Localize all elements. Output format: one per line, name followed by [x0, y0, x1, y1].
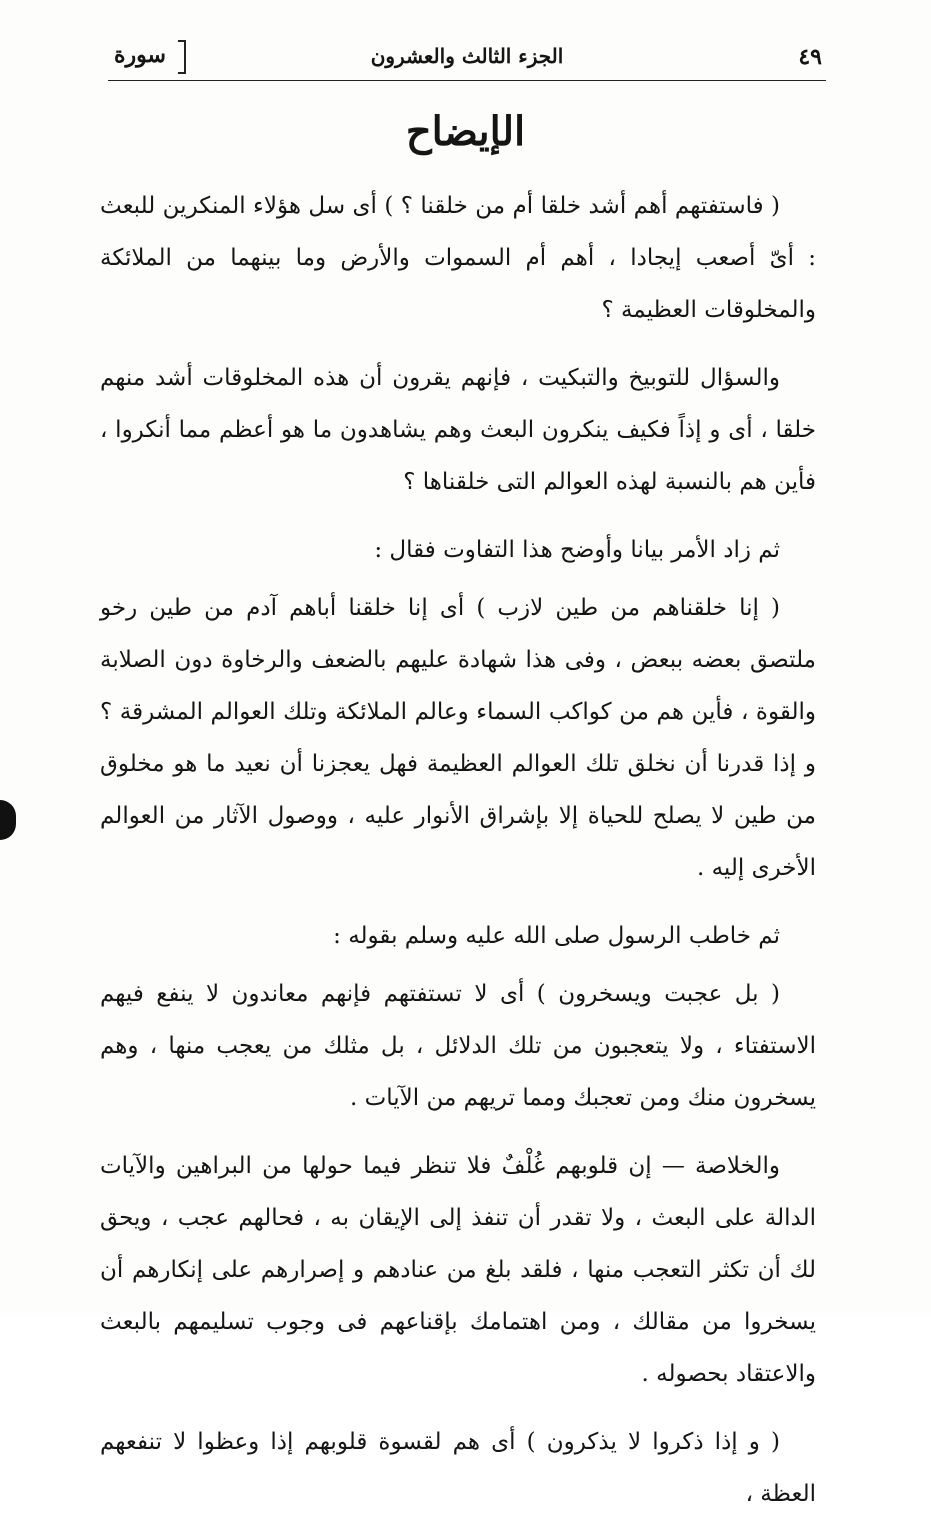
surah-bracket — [178, 40, 186, 74]
paragraph-8: ( و إذا ذكروا لا يذكرون ) أى هم لقسوة قلوبهم إذا وعظوا لا تنفعهم العظة ، — [100, 1429, 816, 1507]
paragraph-1: ( فاستفتهم أهم أشد خلقا أم من خلقنا ؟ ) أى سل هؤلاء المنكرين للبعث : أىّ أصعب إيجادا ، أهم أم السموات والأرض وما بينهما من الملائكة والمخلوقات العظيمة ؟ — [100, 193, 816, 323]
header-rule — [108, 80, 826, 81]
part-title: الجزء الثالث والعشرون — [370, 44, 564, 68]
binding-ink-mark — [0, 800, 16, 840]
paragraph-7: والخلاصة — إن قلوبهم غُلْفٌ فلا تنظر فيما حولها من البراهين والآيات الدالة على البعث ، ولا تقدر أن تنفذ إلى الإيقان به ، فحالهم عجب ، ويحق لك أن تكثر التعجب منها ، فلقد بلغ من عنادهم و إصرارهم على إنكارهم أن يسخروا من مقالك ، ومن اهتمامك بإقناعهم فى وجوب تسليمهم بالبعث والاعتقاد بحصوله . — [100, 1153, 816, 1387]
paragraph-5: ثم خاطب الرسول صلى الله عليه وسلم بقوله : — [333, 923, 780, 949]
running-head — [108, 38, 826, 78]
paragraph-4: ( إنا خلقناهم من طين لازب ) أى إنا خلقنا أباهم آدم من طين رخو ملتصق بعضه ببعض ، وفى هذا شهادة عليهم بالضعف والرخاوة دون الصلابة والقوة ، فأين هم من كواكب السماء وعالم الملائكة وتلك العوالم المشرقة ؟ و إذا قدرنا أن نخلق تلك العوالم العظيمة فهل يعجزنا أن نعيد ما هو مخلوق من طين لا يصلح للحياة إلا بإشراق الأنوار عليه ، ووصول الآثار من العوالم الأخرى إليه . — [100, 595, 816, 881]
body-text — [100, 180, 816, 1536]
paragraph-3: ثم زاد الأمر بيانا وأوضح هذا التفاوت فقال : — [374, 537, 780, 563]
paragraph-6: ( بل عجبت ويسخرون ) أى لا تستفتهم فإنهم معاندون لا ينفع فيهم الاستفتاء ، ولا يتعجبون من تلك الدلائل ، بل مثلك من يعجب منها ، وهم يسخرون منك ومن تعجبك ومما تريهم من الآيات . — [100, 981, 816, 1111]
surah-label: سورة — [114, 42, 166, 68]
page-number: ٤٩ — [798, 44, 822, 70]
section-heading: الإيضاح — [405, 108, 526, 155]
paragraph-2: والسؤال للتوبيخ والتبكيت ، فإنهم يقرون أن هذه المخلوقات أشد منهم خلقا ، أى و إذاً فكيف ينكرون البعث وهم يشاهدون ما هو أعظم مما أنكروا ، فأين هم بالنسبة لهذه العوالم التى خلقناها ؟ — [100, 365, 816, 495]
